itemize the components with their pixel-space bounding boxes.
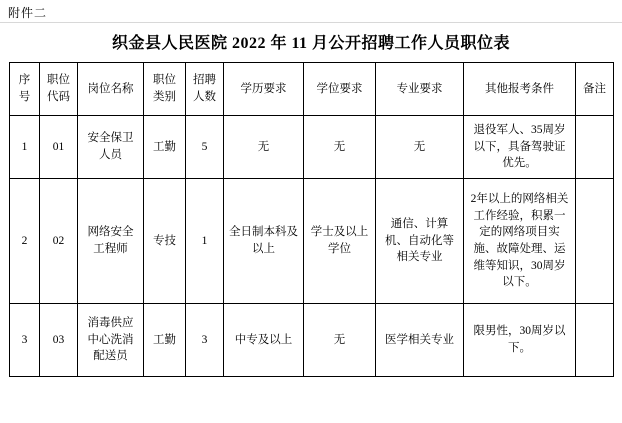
cell-post: 消毒供应中心洗消配送员 <box>78 304 144 377</box>
cell-type: 工勤 <box>144 116 186 179</box>
cell-num: 5 <box>186 116 224 179</box>
cell-code: 02 <box>40 179 78 304</box>
table-row <box>10 116 614 179</box>
cell-education: 无 <box>224 116 304 179</box>
cell-major: 医学相关专业 <box>376 304 464 377</box>
column-header-major: 专业要求 <box>376 63 464 116</box>
column-header-num: 招聘人数 <box>186 63 224 116</box>
cell-seq: 3 <box>10 304 40 377</box>
column-header-other: 其他报考条件 <box>464 63 576 116</box>
cell-remark <box>576 179 614 304</box>
header-divider <box>0 22 622 23</box>
cell-code: 03 <box>40 304 78 377</box>
attachment-label: 附件二 <box>8 6 48 20</box>
cell-other: 退役军人、35周岁以下，具备驾驶证优先。 <box>464 116 576 179</box>
cell-degree: 无 <box>304 116 376 179</box>
table-header-row <box>10 63 614 116</box>
cell-type: 工勤 <box>144 304 186 377</box>
cell-remark <box>576 116 614 179</box>
column-header-education: 学历要求 <box>224 63 304 116</box>
cell-post: 网络安全工程师 <box>78 179 144 304</box>
page-title: 织金县人民医院 2022 年 11 月公开招聘工作人员职位表 <box>111 35 511 52</box>
cell-education: 中专及以上 <box>224 304 304 377</box>
column-header-degree: 学位要求 <box>304 63 376 116</box>
cell-num: 3 <box>186 304 224 377</box>
cell-education: 全日制本科及以上 <box>224 179 304 304</box>
column-header-post: 岗位名称 <box>78 63 144 116</box>
cell-other: 限男性，30周岁以下。 <box>464 304 576 377</box>
cell-type: 专技 <box>144 179 186 304</box>
cell-degree: 无 <box>304 304 376 377</box>
cell-remark <box>576 304 614 377</box>
table-row <box>10 304 614 377</box>
cell-seq: 2 <box>10 179 40 304</box>
cell-post: 安全保卫人员 <box>78 116 144 179</box>
cell-num: 1 <box>186 179 224 304</box>
column-header-code: 职位代码 <box>40 63 78 116</box>
column-header-seq: 序号 <box>10 63 40 116</box>
column-header-type: 职位类别 <box>144 63 186 116</box>
cell-major: 无 <box>376 116 464 179</box>
table-row <box>10 179 614 304</box>
cell-degree: 学士及以上学位 <box>304 179 376 304</box>
cell-seq: 1 <box>10 116 40 179</box>
cell-code: 01 <box>40 116 78 179</box>
cell-major: 通信、计算机、自动化等相关专业 <box>376 179 464 304</box>
job-positions-table <box>9 62 614 377</box>
cell-other: 2年以上的网络相关工作经验，积累一定的网络项目实施、故障处理、运维等知识，30周岁以下。 <box>464 179 576 304</box>
column-header-remark: 备注 <box>576 63 614 116</box>
